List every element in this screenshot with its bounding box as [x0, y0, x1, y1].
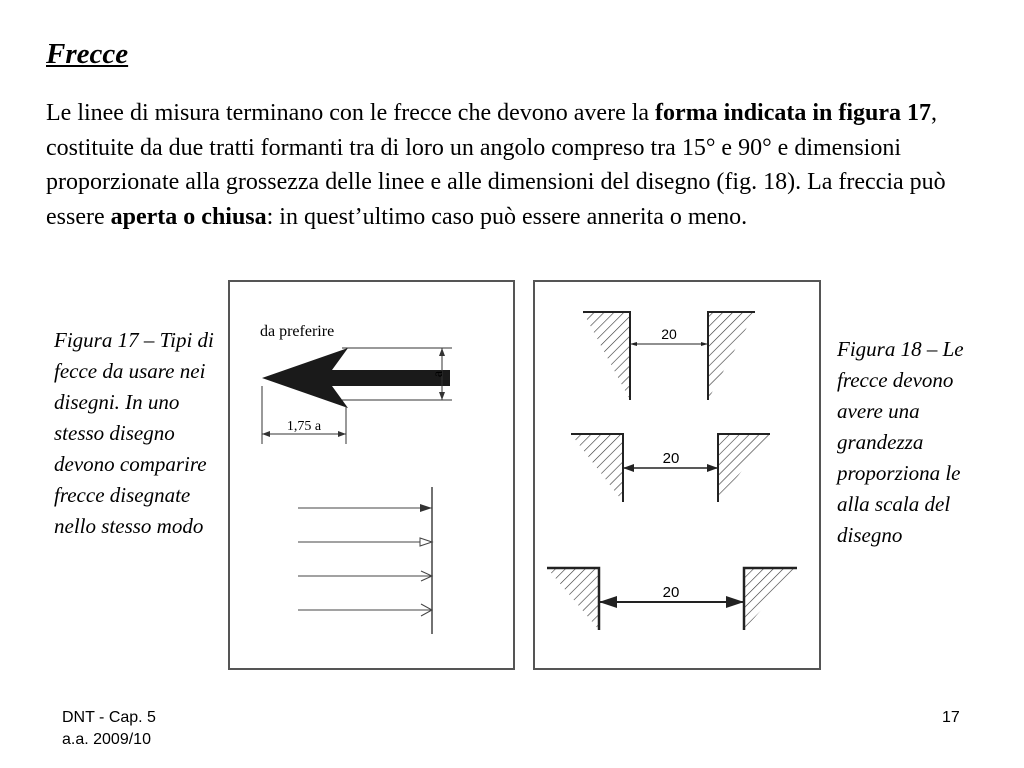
- footer-left: [62, 707, 156, 751]
- hatched-section-right: [744, 568, 797, 630]
- dimension-example-large: [547, 568, 797, 630]
- hatched-section-right: [708, 312, 755, 400]
- label-da-preferire: da preferire: [260, 323, 335, 340]
- dimension-value: 20: [662, 450, 680, 467]
- closed-arrowhead-icon: [420, 538, 432, 546]
- para-text-3: : in quest’ultimo caso può essere annerita o meno.: [266, 203, 748, 230]
- para-bold-2: aperta o chiusa: [110, 203, 267, 230]
- slide-title: Frecce: [46, 38, 129, 70]
- dimension-example-medium: [571, 434, 770, 502]
- dimension-example-small: [583, 312, 755, 400]
- arrowhead-icon: [599, 596, 617, 608]
- figure-18-caption: Figura 18 – Le frecce devono avere una grandezza proporziona le alla scala del disegno: [837, 337, 964, 547]
- page-number: 17: [942, 709, 960, 726]
- body-paragraph: [46, 96, 991, 234]
- label-a: a: [431, 370, 446, 378]
- dimension-value: 20: [661, 326, 677, 342]
- figure-17: [228, 280, 515, 670]
- arrowhead-icon: [439, 348, 445, 356]
- arrowhead-icon: [262, 431, 270, 437]
- arrowhead-icon: [439, 392, 445, 400]
- filled-arrow-shape: [262, 348, 450, 408]
- para-text-2: , costituite da due tratti formanti tra di loro un angolo compreso tra 15° e 90° e dimensioni proporzionate alla grossezza delle linee e alle dimensioni del disegno (fig. 18). La freccia può essere: [46, 100, 946, 230]
- figure-17-drawing: [230, 282, 517, 672]
- figure-18-drawing: [535, 282, 823, 672]
- filled-arrowhead-icon: [420, 504, 432, 512]
- arrowhead-icon: [338, 431, 346, 437]
- arrowhead-icon: [630, 342, 637, 346]
- hatched-section-left: [571, 434, 623, 502]
- dimension-value: 20: [662, 584, 680, 601]
- footer-course: DNT - Cap. 5: [62, 709, 156, 726]
- arrowhead-icon: [707, 464, 718, 472]
- arrowhead-icon: [701, 342, 708, 346]
- hatched-section-left: [547, 568, 599, 630]
- arrowhead-icon: [623, 464, 634, 472]
- label-1-75a: 1,75 a: [286, 419, 322, 434]
- hatched-section-left: [583, 312, 630, 400]
- arrowhead-icon: [726, 596, 744, 608]
- footer-year: a.a. 2009/10: [62, 731, 151, 748]
- figure-18: [533, 280, 821, 670]
- hatched-section-right: [718, 434, 770, 502]
- para-text-1: Le linee di misura terminano con le frecce che devono avere la: [46, 100, 656, 126]
- para-bold-1: forma indicata in figura 17: [655, 100, 932, 126]
- figure-17-caption: Figura 17 – Tipi di fecce da usare nei disegni. In uno stesso disegno devono comparire frecce disegnate nello stesso modo: [54, 328, 214, 538]
